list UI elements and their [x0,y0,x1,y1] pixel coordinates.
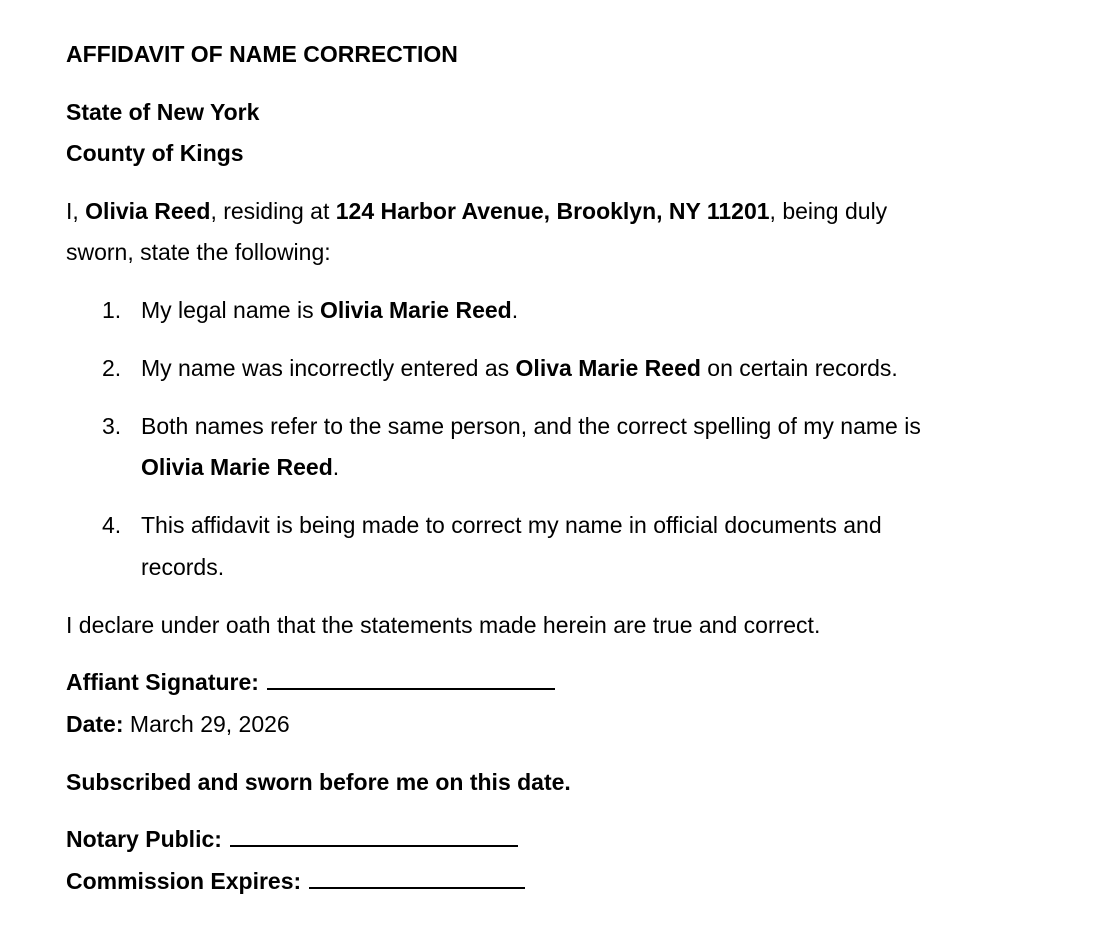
list-text-continued [141,453,339,481]
intro-prefix: I, [66,198,86,224]
notary-signature-line[interactable] [230,825,518,847]
intro-middle: , residing at [210,198,336,224]
intro-suffix: , being duly [769,198,888,224]
intro-paragraph-line2: sworn, state the following: [66,239,331,265]
list-number: 1. [102,297,122,323]
subscribed-statement: Subscribed and sworn before me on this date. [66,769,571,795]
list-text-continued: records. [141,554,225,580]
legal-name: Olivia Marie Reed [319,297,512,323]
commission-expires-label: Commission Expires: [66,868,302,894]
affiant-name: Olivia Reed [85,198,211,224]
affiant-signature-row [66,668,555,696]
date-label: Date: [66,711,124,737]
statement-text: My legal name is [141,297,320,323]
affiant-address: 124 Harbor Avenue, Brooklyn, NY 11201 [335,198,770,224]
commission-expires-row [66,867,525,895]
statement-text: . [332,454,340,480]
statement-text: . [511,297,519,323]
intro-paragraph-line1 [66,197,887,225]
date-row [66,710,290,738]
date-value: March 29, 2026 [123,711,290,737]
notary-public-row [66,825,518,853]
statement-text: My name was incorrectly entered as [141,355,516,381]
list-text: Both names refer to the same person, and the correct spelling of my name is [141,413,921,439]
state-line: State of New York [66,99,260,125]
document-title: AFFIDAVIT OF NAME CORRECTION [66,41,458,67]
county-line: County of Kings [66,140,244,166]
declaration: I declare under oath that the statements made herein are true and correct. [66,612,821,638]
list-number: 2. [102,355,122,381]
incorrect-name: Oliva Marie Reed [515,355,701,381]
commission-expires-line[interactable] [309,867,525,889]
affiant-signature-label: Affiant Signature: [66,669,259,695]
notary-public-label: Notary Public: [66,826,222,852]
statement-text: on certain records. [700,355,898,381]
correct-name: Olivia Marie Reed [141,454,333,480]
affiant-signature-line[interactable] [267,668,555,690]
list-number: 3. [102,413,122,439]
list-text [141,354,898,382]
list-text [141,296,518,324]
list-number: 4. [102,512,122,538]
list-text: This affidavit is being made to correct my name in official documents and [141,512,882,538]
